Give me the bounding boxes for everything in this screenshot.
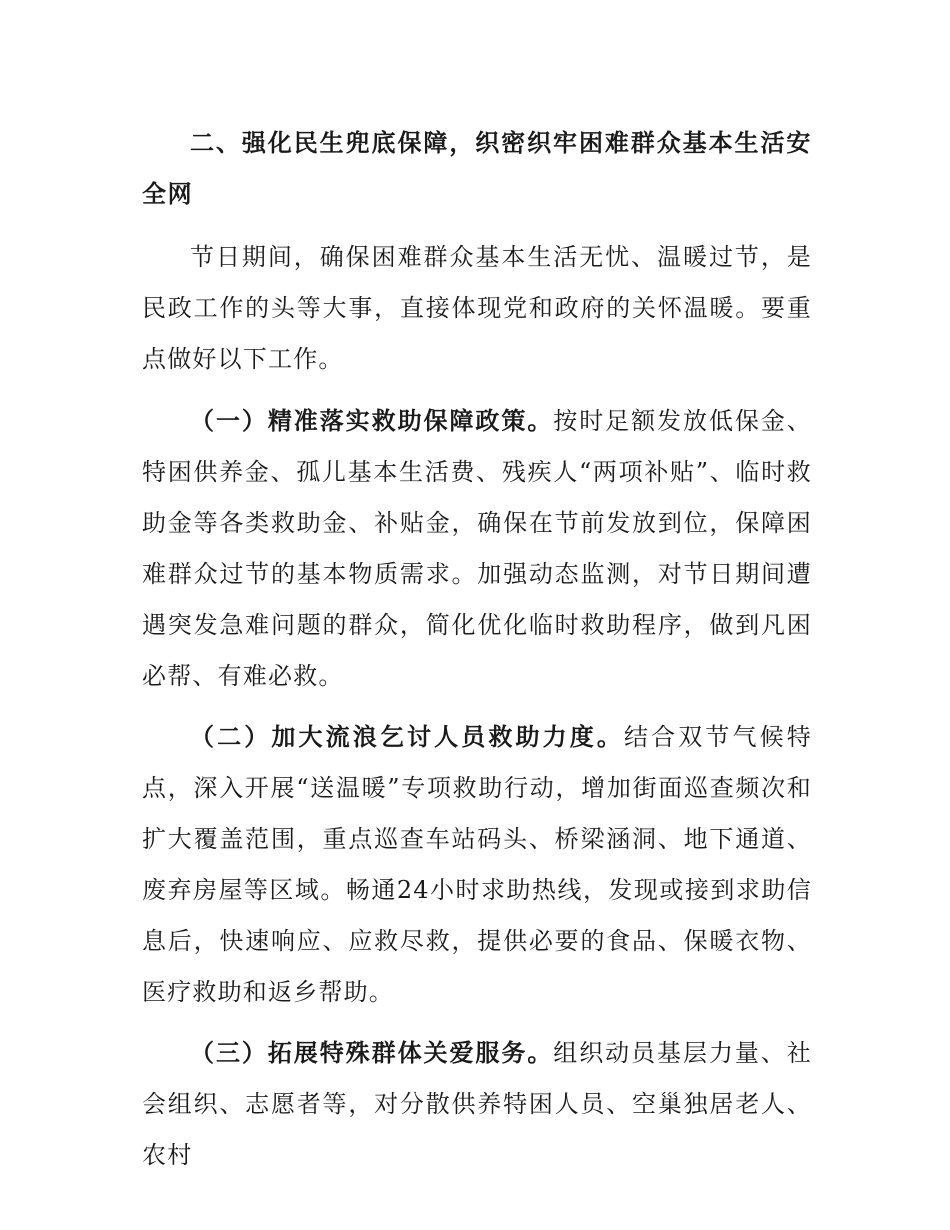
paragraph-item-3 <box>142 1028 812 1181</box>
item-3-lead: （三）拓展特殊群体关爱服务。 <box>190 1039 554 1067</box>
item-1-body: 按时足额发放低保金、特困供养金、孤儿基本生活费、残疾人“两项补贴”、临时救助金等各类救助金、补贴金，确保在节前发放到位，保障困难群众过节的基本物质需求。加强动态监测，对节日期间遭遇突发急难问题的群众，简化优化临时救助程序，做到凡困必帮、有难必救。 <box>142 407 812 690</box>
item-2-lead: （二）加大流浪乞讨人员救助力度。 <box>190 723 625 751</box>
paragraph-item-2 <box>142 712 812 1018</box>
item-2-body: 结合双节气候特点，深入开展“送温暖”专项救助行动，增加街面巡查频次和扩大覆盖范围，重点巡查车站码头、桥梁涵洞、地下通道、废弃房屋等区域。畅通24小时求助热线，发现或接到求助信息后，快速响应、应救尽救，提供必要的食品、保暖衣物、医疗救助和返乡帮助。 <box>142 723 812 1006</box>
intro-paragraph: 节日期间，确保困难群众基本生活无忧、温暖过节，是民政工作的头等大事，直接体现党和政府的关怀温暖。要重点做好以下工作。 <box>142 243 812 373</box>
item-3-body: 组织动员基层力量、社会组织、志愿者等，对分散供养特困人员、空巢独居老人、农村 <box>142 1039 812 1169</box>
item-1-lead: （一）精准落实救助保障政策。 <box>190 407 554 435</box>
paragraph-item-1 <box>142 396 812 702</box>
section-heading: 二、强化民生兜底保障，织密织牢困难群众基本生活安全网 <box>142 129 812 208</box>
